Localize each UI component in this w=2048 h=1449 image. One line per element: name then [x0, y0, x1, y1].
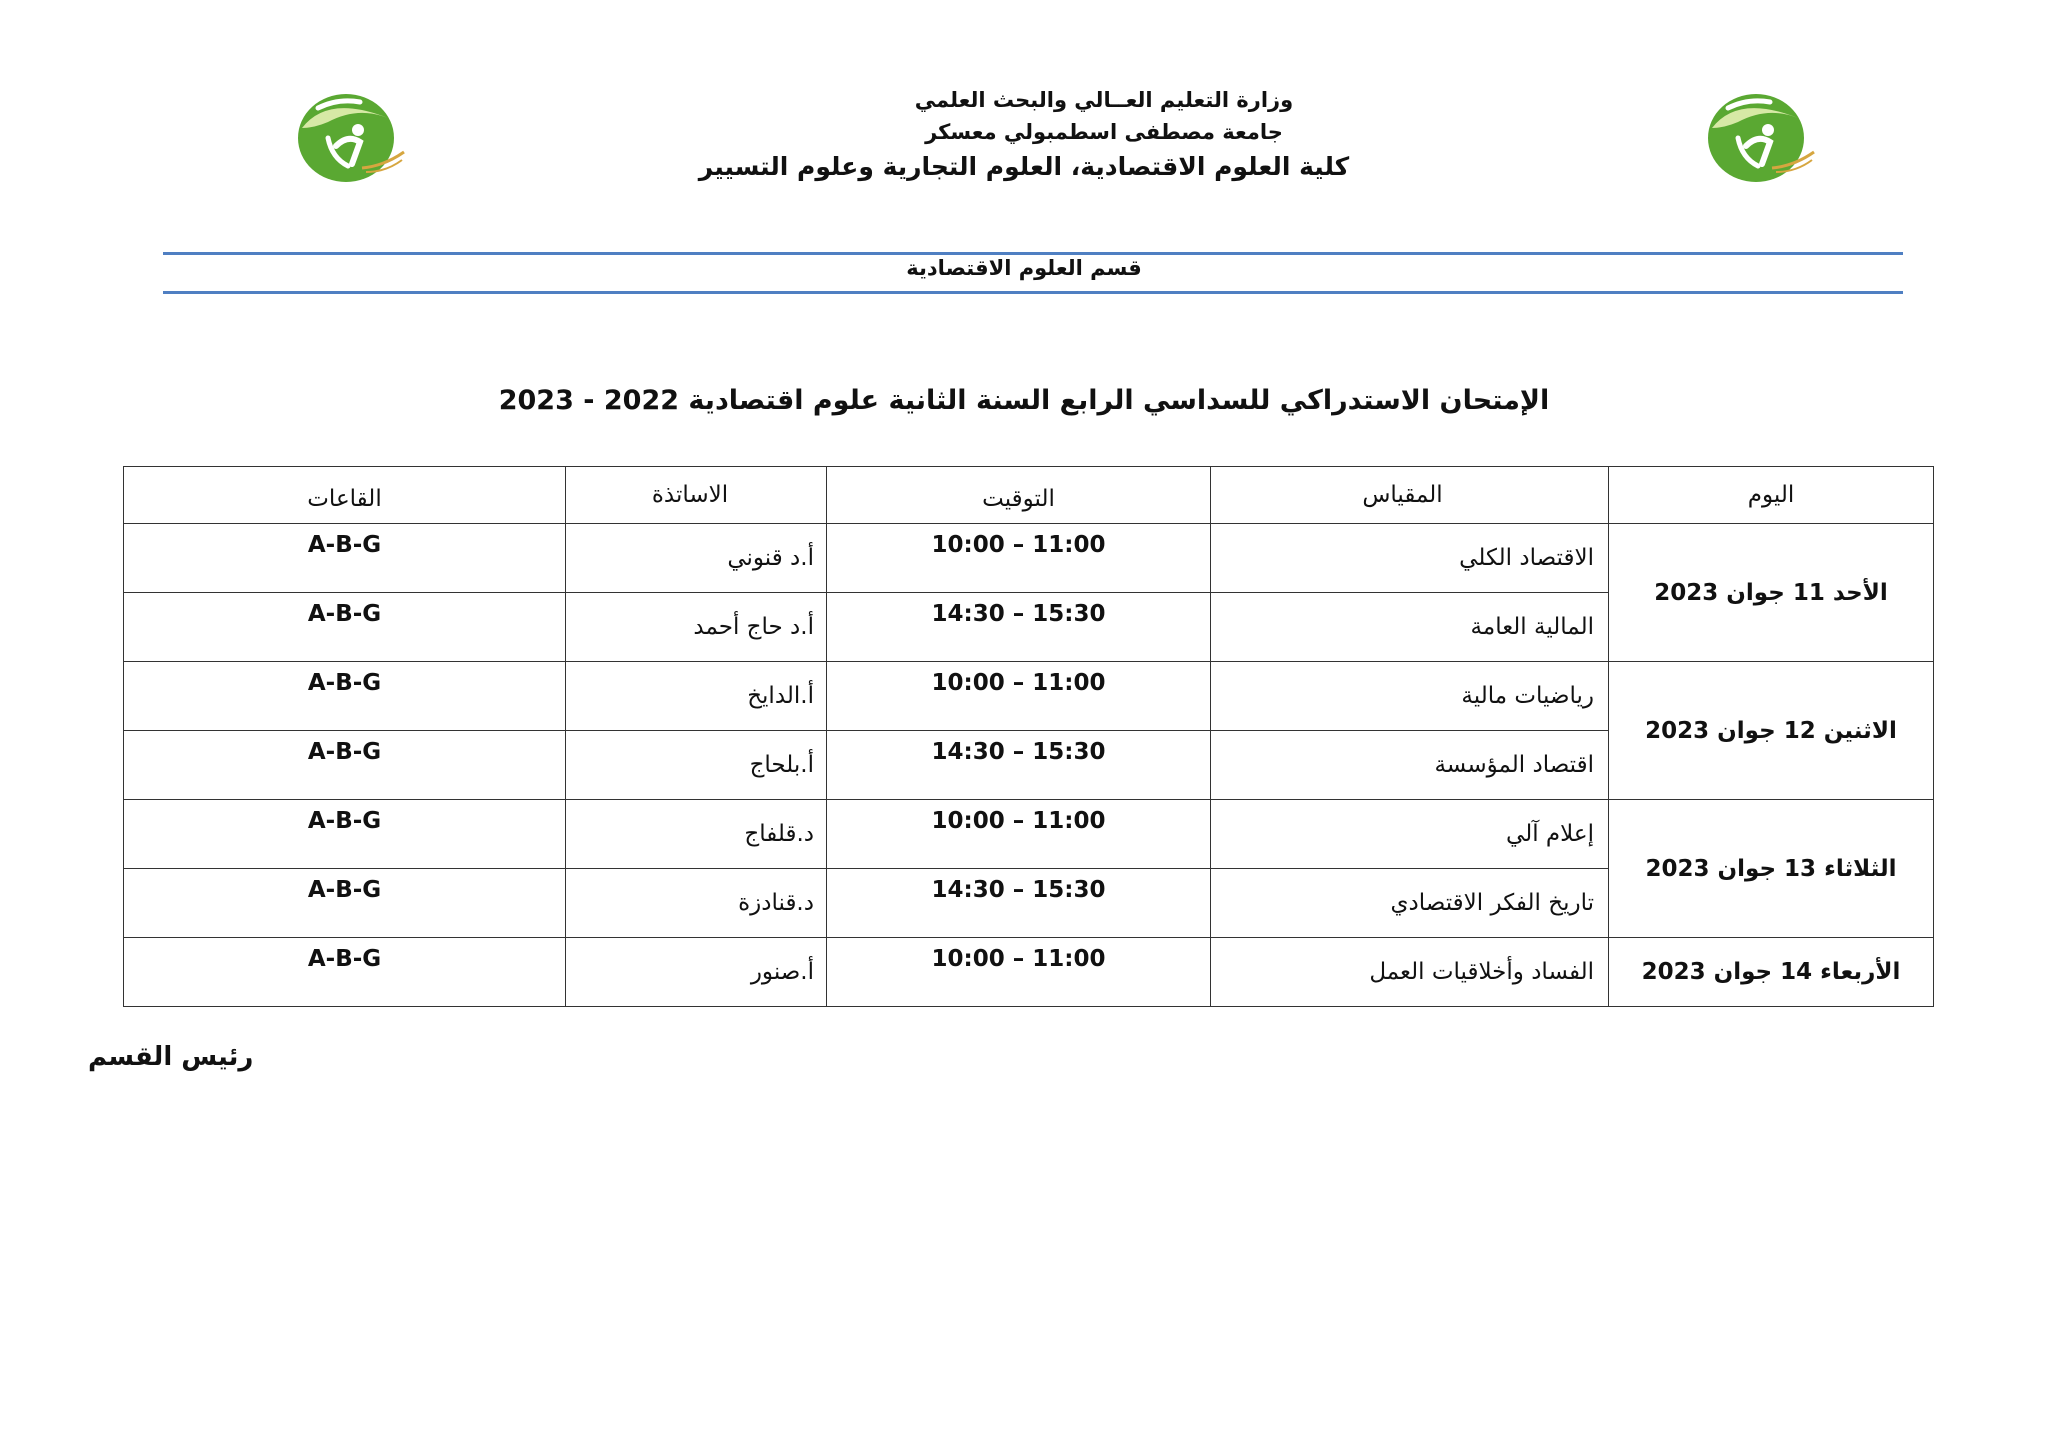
day-cell: الثلاثاء 13 جوان 2023 [1609, 800, 1934, 938]
divider-top [163, 252, 1903, 255]
rooms-cell: A-B-G [124, 524, 566, 593]
ministry-name: وزارة التعليم العــالي والبحث العلمي [914, 88, 1294, 112]
time-text: 14:30 – 15:30 [931, 601, 1106, 627]
time-cell [827, 593, 1211, 662]
header-time: التوقيت [827, 467, 1211, 524]
day-cell: الأربعاء 14 جوان 2023 [1609, 938, 1934, 1007]
faculty-name: كلية العلوم الاقتصادية، العلوم التجارية وعلوم التسيير [698, 152, 1350, 181]
table-row [124, 662, 1934, 731]
subject-cell: اقتصاد المؤسسة [1211, 731, 1609, 800]
subject-cell: رياضيات مالية [1211, 662, 1609, 731]
table-row [124, 800, 1934, 869]
time-cell [827, 731, 1211, 800]
professor-cell: أ.د قنوني [566, 524, 827, 593]
university-name: جامعة مصطفى اسطمبولي معسكر [925, 120, 1283, 144]
subject-cell: تاريخ الفكر الاقتصادي [1211, 869, 1609, 938]
time-cell [827, 524, 1211, 593]
day-cell: الأحد 11 جوان 2023 [1609, 524, 1934, 662]
time-text: 10:00 – 11:00 [931, 946, 1106, 972]
rooms-cell: A-B-G [124, 731, 566, 800]
time-text: 10:00 – 11:00 [931, 808, 1106, 834]
professor-cell: أ.صنور [566, 938, 827, 1007]
time-text: 14:30 – 15:30 [931, 877, 1106, 903]
time-cell [827, 869, 1211, 938]
rooms-cell: A-B-G [124, 938, 566, 1007]
professor-cell: أ.د حاج أحمد [566, 593, 827, 662]
page-title: الإمتحان الاستدراكي للسداسي الرابع السنة الثانية علوم اقتصادية 2022 - 2023 [498, 385, 1550, 416]
time-cell [827, 938, 1211, 1007]
subject-cell: إعلام آلي [1211, 800, 1609, 869]
table-row [124, 524, 1934, 593]
rooms-cell: A-B-G [124, 800, 566, 869]
professor-cell: أ.بلحاج [566, 731, 827, 800]
department-head-signature-label: رئيس القسم [88, 1042, 254, 1072]
time-cell [827, 662, 1211, 731]
table-row [124, 938, 1934, 1007]
subject-cell: المالية العامة [1211, 593, 1609, 662]
header-subject: المقياس [1211, 467, 1609, 524]
subject-cell: الفساد وأخلاقيات العمل [1211, 938, 1609, 1007]
professor-cell: أ.الدايخ [566, 662, 827, 731]
day-cell: الاثنين 12 جوان 2023 [1609, 662, 1934, 800]
table-header-row [124, 467, 1934, 524]
rooms-cell: A-B-G [124, 593, 566, 662]
time-text: 14:30 – 15:30 [931, 739, 1106, 765]
rooms-cell: A-B-G [124, 662, 566, 731]
time-text: 10:00 – 11:00 [931, 670, 1106, 696]
department-name: قسم العلوم الاقتصادية [906, 256, 1142, 280]
professor-cell: د.قلفاج [566, 800, 827, 869]
professor-cell: د.قنادزة [566, 869, 827, 938]
time-text: 10:00 – 11:00 [931, 532, 1106, 558]
time-cell [827, 800, 1211, 869]
rooms-cell: A-B-G [124, 869, 566, 938]
exam-schedule-table [123, 466, 1934, 1007]
subject-cell: الاقتصاد الكلي [1211, 524, 1609, 593]
header-rooms: القاعات [124, 467, 566, 524]
header-day: اليوم [1609, 467, 1934, 524]
header-professors: الاساتذة [566, 467, 827, 524]
divider-bottom [163, 291, 1903, 294]
